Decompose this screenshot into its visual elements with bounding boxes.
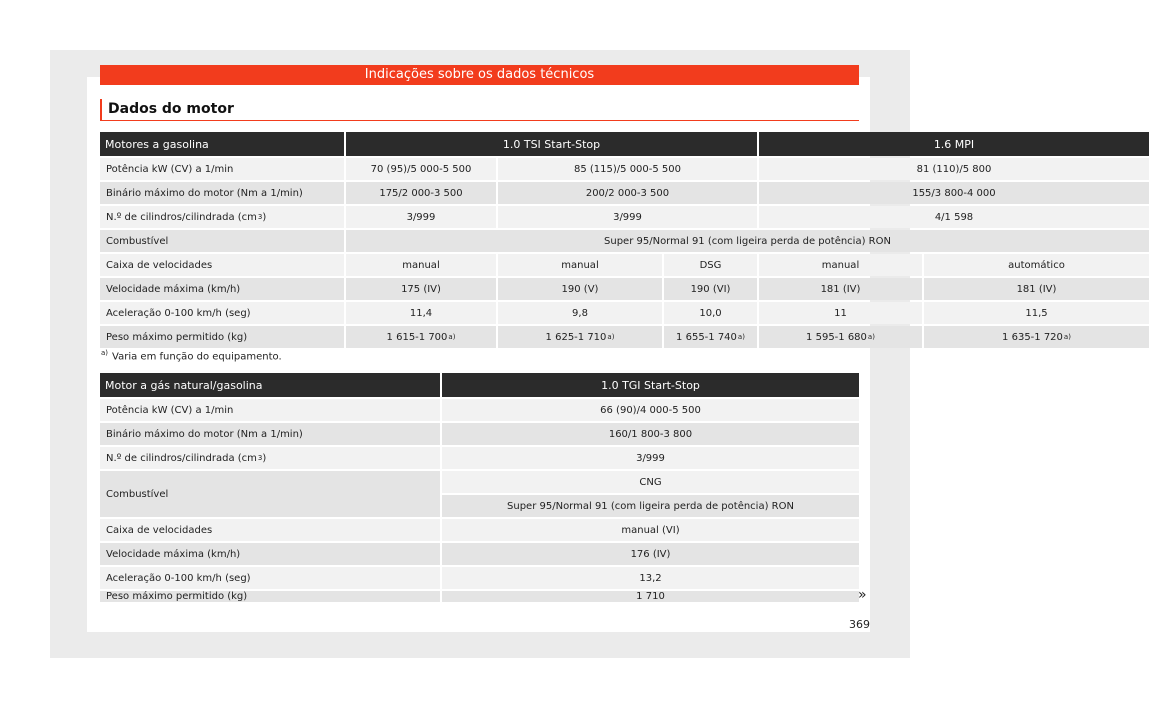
table-cell: manual — [759, 254, 922, 276]
row-label: Combustível — [100, 471, 440, 517]
table-header-cell: 1.0 TGI Start-Stop — [442, 373, 859, 397]
table-cell: 3/999 — [346, 206, 496, 228]
row-label: Aceleração 0-100 km/h (seg) — [100, 302, 344, 324]
row-label — [100, 206, 344, 228]
table-cell: 70 (95)/5 000-5 500 — [346, 158, 496, 180]
cell-value: 1 635-1 720 — [1002, 331, 1063, 343]
cell-value: 1 615-1 700 — [386, 331, 448, 343]
footnote-text: Varia em função do equipamento. — [112, 351, 282, 363]
table-header-cell: 1.6 MPI — [759, 132, 1149, 156]
table-cell: DSG — [664, 254, 757, 276]
table-cell: 160/1 800-3 800 — [442, 423, 859, 445]
cell-value: 1 625-1 710 — [545, 331, 607, 343]
footnote-ref: a) — [448, 333, 456, 341]
table-cell: 175 (IV) — [346, 278, 496, 300]
table-cell: 181 (IV) — [924, 278, 1149, 300]
table-cell: 176 (IV) — [442, 543, 859, 565]
cng-engine-table — [100, 373, 859, 602]
table-cell: Super 95/Normal 91 (com ligeira perda de potência) RON — [442, 495, 859, 517]
table-cell — [346, 326, 496, 348]
table-cell: manual (VI) — [442, 519, 859, 541]
table-cell: 175/2 000-3 500 — [346, 182, 496, 204]
table-cell: 9,8 — [498, 302, 662, 324]
row-label: Velocidade máxima (km/h) — [100, 543, 440, 565]
row-label: Aceleração 0-100 km/h (seg) — [100, 567, 440, 589]
page-number: 369 — [849, 618, 870, 631]
table-cell — [924, 326, 1149, 348]
table-cell — [498, 326, 662, 348]
table-cell: 4/1 598 — [759, 206, 1149, 228]
section-title-text: Dados do motor — [108, 101, 234, 117]
table-cell: 3/999 — [498, 206, 757, 228]
footnote-marker: a) — [101, 349, 109, 357]
superscript: 3 — [257, 454, 263, 462]
next-page-arrow-icon[interactable]: » — [858, 587, 867, 603]
footnote-ref: a) — [607, 333, 615, 341]
row-label-text: N.º de cilindros/cilindrada (cm — [106, 452, 257, 464]
row-label: Potência kW (CV) a 1/min — [100, 158, 344, 180]
table-cell: 10,0 — [664, 302, 757, 324]
row-label: Binário máximo do motor (Nm a 1/min) — [100, 423, 440, 445]
table-cell: Super 95/Normal 91 (com ligeira perda de potência) RON — [346, 230, 1149, 252]
table-cell: 190 (V) — [498, 278, 662, 300]
table-cell: 81 (110)/5 800 — [759, 158, 1149, 180]
table-cell: manual — [346, 254, 496, 276]
cell-value: 1 595-1 680 — [806, 331, 867, 343]
table-cell: manual — [498, 254, 662, 276]
table-cell — [759, 326, 922, 348]
table-cell: 11,4 — [346, 302, 496, 324]
row-label: Peso máximo permitido (kg) — [100, 326, 344, 348]
table-header-cell: Motor a gás natural/gasolina — [100, 373, 440, 397]
table-cell: automático — [924, 254, 1149, 276]
row-label-close: ) — [262, 211, 267, 223]
row-label: Caixa de velocidades — [100, 519, 440, 541]
table-cell: 11,5 — [924, 302, 1149, 324]
table-cell: 200/2 000-3 500 — [498, 182, 757, 204]
table-cell: 85 (115)/5 000-5 500 — [498, 158, 757, 180]
table-header-cell: Motores a gasolina — [100, 132, 344, 156]
footnote — [100, 349, 282, 362]
table-cell: 11 — [759, 302, 922, 324]
row-label-close: ) — [262, 452, 267, 464]
table-cell: 1 710 — [442, 591, 859, 602]
row-label: Velocidade máxima (km/h) — [100, 278, 344, 300]
footnote-ref: a) — [867, 333, 875, 341]
gasoline-engines-table — [100, 132, 1071, 348]
row-label: Peso máximo permitido (kg) — [100, 591, 440, 602]
table-cell: 3/999 — [442, 447, 859, 469]
row-label — [100, 447, 440, 469]
superscript: 3 — [257, 213, 263, 221]
chapter-header-bar — [100, 65, 859, 85]
footnote-ref: a) — [1063, 333, 1071, 341]
table-cell: 66 (90)/4 000-5 500 — [442, 399, 859, 421]
section-title — [100, 99, 859, 121]
table-cell: CNG — [442, 471, 859, 493]
footnote-ref: a) — [737, 333, 745, 341]
cell-value: 1 655-1 740 — [676, 331, 737, 343]
table-cell: 13,2 — [442, 567, 859, 589]
row-label-text: N.º de cilindros/cilindrada (cm — [106, 211, 257, 223]
table-cell: 181 (IV) — [759, 278, 922, 300]
table-cell: 155/3 800-4 000 — [759, 182, 1149, 204]
row-label: Combustível — [100, 230, 344, 252]
table-cell: 190 (VI) — [664, 278, 757, 300]
row-label: Binário máximo do motor (Nm a 1/min) — [100, 182, 344, 204]
table-header-cell: 1.0 TSI Start-Stop — [346, 132, 757, 156]
chapter-header-title: Indicações sobre os dados técnicos — [364, 67, 595, 82]
row-label: Caixa de velocidades — [100, 254, 344, 276]
table-cell — [664, 326, 757, 348]
row-label: Potência kW (CV) a 1/min — [100, 399, 440, 421]
